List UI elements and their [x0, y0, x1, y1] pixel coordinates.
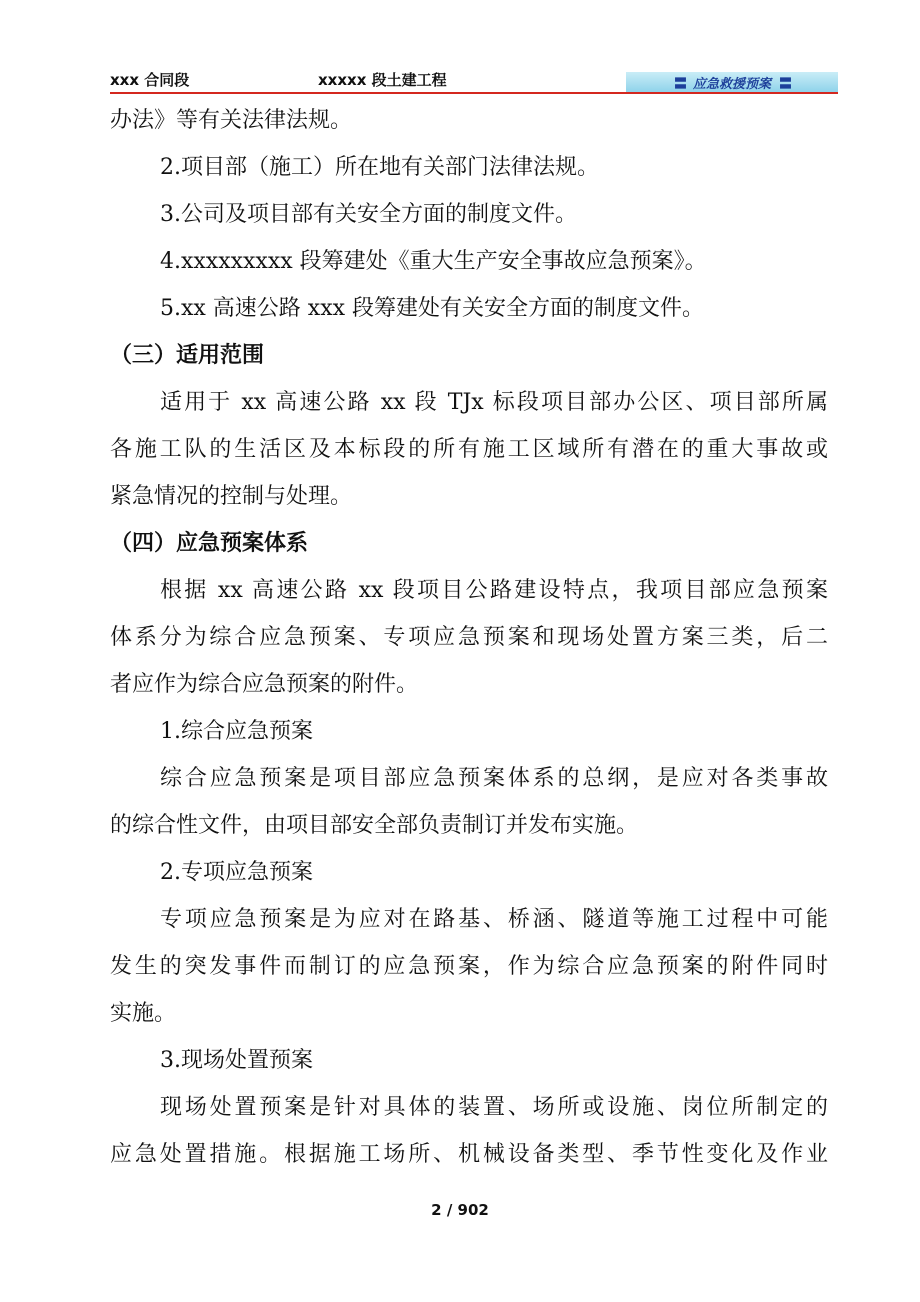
header-badge-label: 应急救援预案 — [692, 76, 771, 92]
body-text-line: 各施工队的生活区及本标段的所有施工区域所有潜在的重大事故或 — [110, 437, 828, 462]
body-text-line: 适用于 xx 高速公路 xx 段 TJx 标段项目部办公区、项目部所属 — [160, 390, 828, 415]
body-text-line: 3.公司及项目部有关安全方面的制度文件。 — [160, 202, 577, 227]
page-header — [110, 66, 838, 92]
body-text-line: 应急处置措施。根据施工场所、机械设备类型、季节性变化及作业 — [110, 1142, 828, 1167]
body-text-line: 发生的突发事件而制订的应急预案，作为综合应急预案的附件同时 — [110, 954, 828, 979]
header-divider — [110, 92, 838, 94]
body-text-line: 的综合性文件，由项目部安全部负责制订并发布实施。 — [110, 813, 639, 838]
body-text-line: 综合应急预案是项目部应急预案体系的总纲，是应对各类事故 — [160, 766, 828, 791]
body-text-line: 体系分为综合应急预案、专项应急预案和现场处置方案三类，后二 — [110, 625, 828, 650]
header-badge — [626, 72, 838, 92]
body-text-line: 者应作为综合应急预案的附件。 — [110, 672, 419, 697]
body-text-line: 5.xx 高速公路 xxx 段筹建处有关安全方面的制度文件。 — [160, 296, 705, 321]
body-text-line: 3.现场处置预案 — [160, 1048, 313, 1073]
section-heading: （四）应急预案体系 — [110, 531, 309, 556]
body-text-line: 2.项目部（施工）所在地有关部门法律法规。 — [160, 155, 599, 180]
body-text-line: 根据 xx 高速公路 xx 段项目公路建设特点，我项目部应急预案 — [160, 578, 828, 603]
document-body — [110, 97, 828, 1178]
body-text-line: 实施。 — [110, 1001, 177, 1026]
body-text-line: 专项应急预案是为应对在路基、桥涵、隧道等施工过程中可能 — [160, 907, 828, 932]
body-text-line: 办法》等有关法律法规。 — [110, 108, 353, 133]
body-text-line: 1.综合应急预案 — [160, 719, 313, 744]
page-number: 2 / 902 — [431, 1201, 489, 1219]
header-project-title: xxxxx 段土建工程 — [318, 71, 447, 89]
body-text-line: 2.专项应急预案 — [160, 860, 313, 885]
body-text-line: 现场处置预案是针对具体的装置、场所或设施、岗位所制定的 — [160, 1095, 828, 1120]
double-bar-icon: 〓 — [779, 76, 791, 92]
body-text-line: 4.xxxxxxxxx 段筹建处《重大生产安全事故应急预案》。 — [160, 249, 707, 274]
section-heading: （三）适用范围 — [110, 343, 265, 368]
double-bar-icon: 〓 — [673, 76, 685, 92]
header-contract-section: xxx 合同段 — [110, 71, 190, 89]
body-text-line: 紧急情况的控制与处理。 — [110, 484, 353, 509]
